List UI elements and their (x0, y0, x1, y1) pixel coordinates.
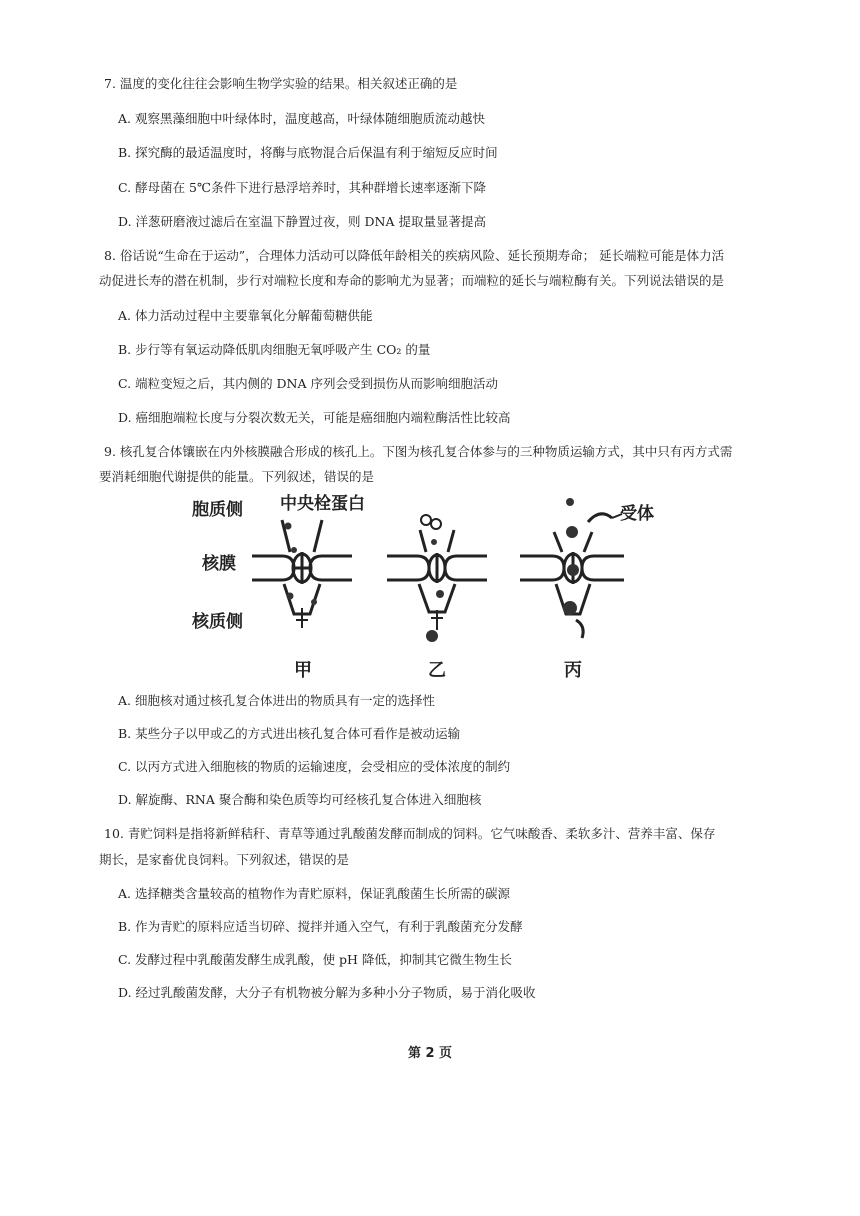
nuclear-pore-figure (190, 490, 680, 682)
pore-jia (252, 520, 352, 628)
q9-stem-line1: 9. 核孔复合体镶嵌在内外核膜融合形成的核孔上。下图为核孔复合体参与的三种物质运输方式，其中只有丙方式需 (104, 444, 733, 459)
q10-stem-line2: 期长，是家畜优良饲料。下列叙述，错误的是 (99, 852, 350, 867)
q8-option-d: D. 癌细胞端粒长度与分裂次数无关，可能是癌细胞内端粒酶活性比较高 (118, 410, 511, 425)
q8-stem-line1: 8. 俗话说“生命在于运动”，合理体力活动可以降低年龄相关的疾病风险、延长预期寿命； 延长端粒可能是体力活 (104, 248, 725, 263)
q10-option-d: D. 经过乳酸菌发酵，大分子有机物被分解为多种小分子物质，易于消化吸收 (118, 985, 536, 1000)
q9-option-d: D. 解旋酶、RNA 聚合酶和染色质等均可经核孔复合体进入细胞核 (118, 792, 482, 807)
pore-yi (387, 530, 487, 630)
q8-option-a: A. 体力活动过程中主要靠氧化分解葡萄糖供能 (118, 308, 373, 323)
page-number: 第 2 页 (407, 1046, 453, 1061)
label-nuclear-membrane: 核膜 (202, 554, 236, 574)
q10-option-a: A. 选择糖类含量较高的植物作为青贮原料，保证乳酸菌生长所需的碳源 (118, 886, 510, 901)
q9-option-a: A. 细胞核对通过核孔复合体进出的物质具有一定的选择性 (118, 693, 435, 708)
label-yi: 乙 (428, 660, 446, 681)
q7-option-a: A. 观察黑藻细胞中叶绿体时，温度越高，叶绿体随细胞质流动越快 (118, 111, 485, 126)
q8-option-c: C. 端粒变短之后，其内侧的 DNA 序列会受到损伤从而影响细胞活动 (118, 376, 498, 391)
q10-stem-line1: 10. 青贮饲料是指将新鲜秸秆、青草等通过乳酸菌发酵而制成的饲料。它气味酸香、柔软多汁、营养丰富、保存 (104, 826, 716, 841)
q10-option-c: C. 发酵过程中乳酸菌发酵生成乳酸，使 pH 降低，抑制其它微生物生长 (118, 952, 512, 967)
q7-stem: 7. 温度的变化往往会影响生物学实验的结果。相关叙述正确的是 (104, 76, 458, 91)
q7-option-d: D. 洋葱研磨液过滤后在室温下静置过夜，则 DNA 提取量显著提高 (118, 214, 486, 229)
q9-stem-line2: 要消耗细胞代谢提供的能量。下列叙述，错误的是 (99, 469, 375, 484)
q7-option-b: B. 探究酶的最适温度时，将酶与底物混合后保温有利于缩短反应时间 (118, 145, 498, 160)
q9-option-c: C. 以丙方式进入细胞核的物质的运输速度，会受相应的受体浓度的制约 (118, 759, 511, 774)
label-central-plug-protein: 中央栓蛋白 (280, 494, 365, 514)
label-bing: 丙 (564, 660, 582, 681)
q9-option-b: B. 某些分子以甲或乙的方式进出核孔复合体可看作是被动运输 (118, 726, 461, 741)
label-receptor: 受体 (620, 504, 654, 524)
q10-option-b: B. 作为青贮的原料应适当切碎、搅拌并通入空气，有利于乳酸菌充分发酵 (118, 919, 523, 934)
q7-option-c: C. 酵母菌在 5℃条件下进行悬浮培养时，其种群增长速率逐渐下降 (118, 180, 486, 195)
label-cytoplasm-side: 胞质侧 (192, 500, 243, 520)
label-jia: 甲 (294, 660, 312, 681)
q8-stem-line2: 动促进长寿的潜在机制，步行对端粒长度和寿命的影响尤为显著；而端粒的延长与端粒酶有关。下列说法错误的是 (99, 273, 725, 288)
q8-option-b: B. 步行等有氧运动降低肌肉细胞无氧呼吸产生 CO₂ 的量 (118, 342, 431, 357)
label-nucleoplasm-side: 核质侧 (192, 612, 243, 632)
